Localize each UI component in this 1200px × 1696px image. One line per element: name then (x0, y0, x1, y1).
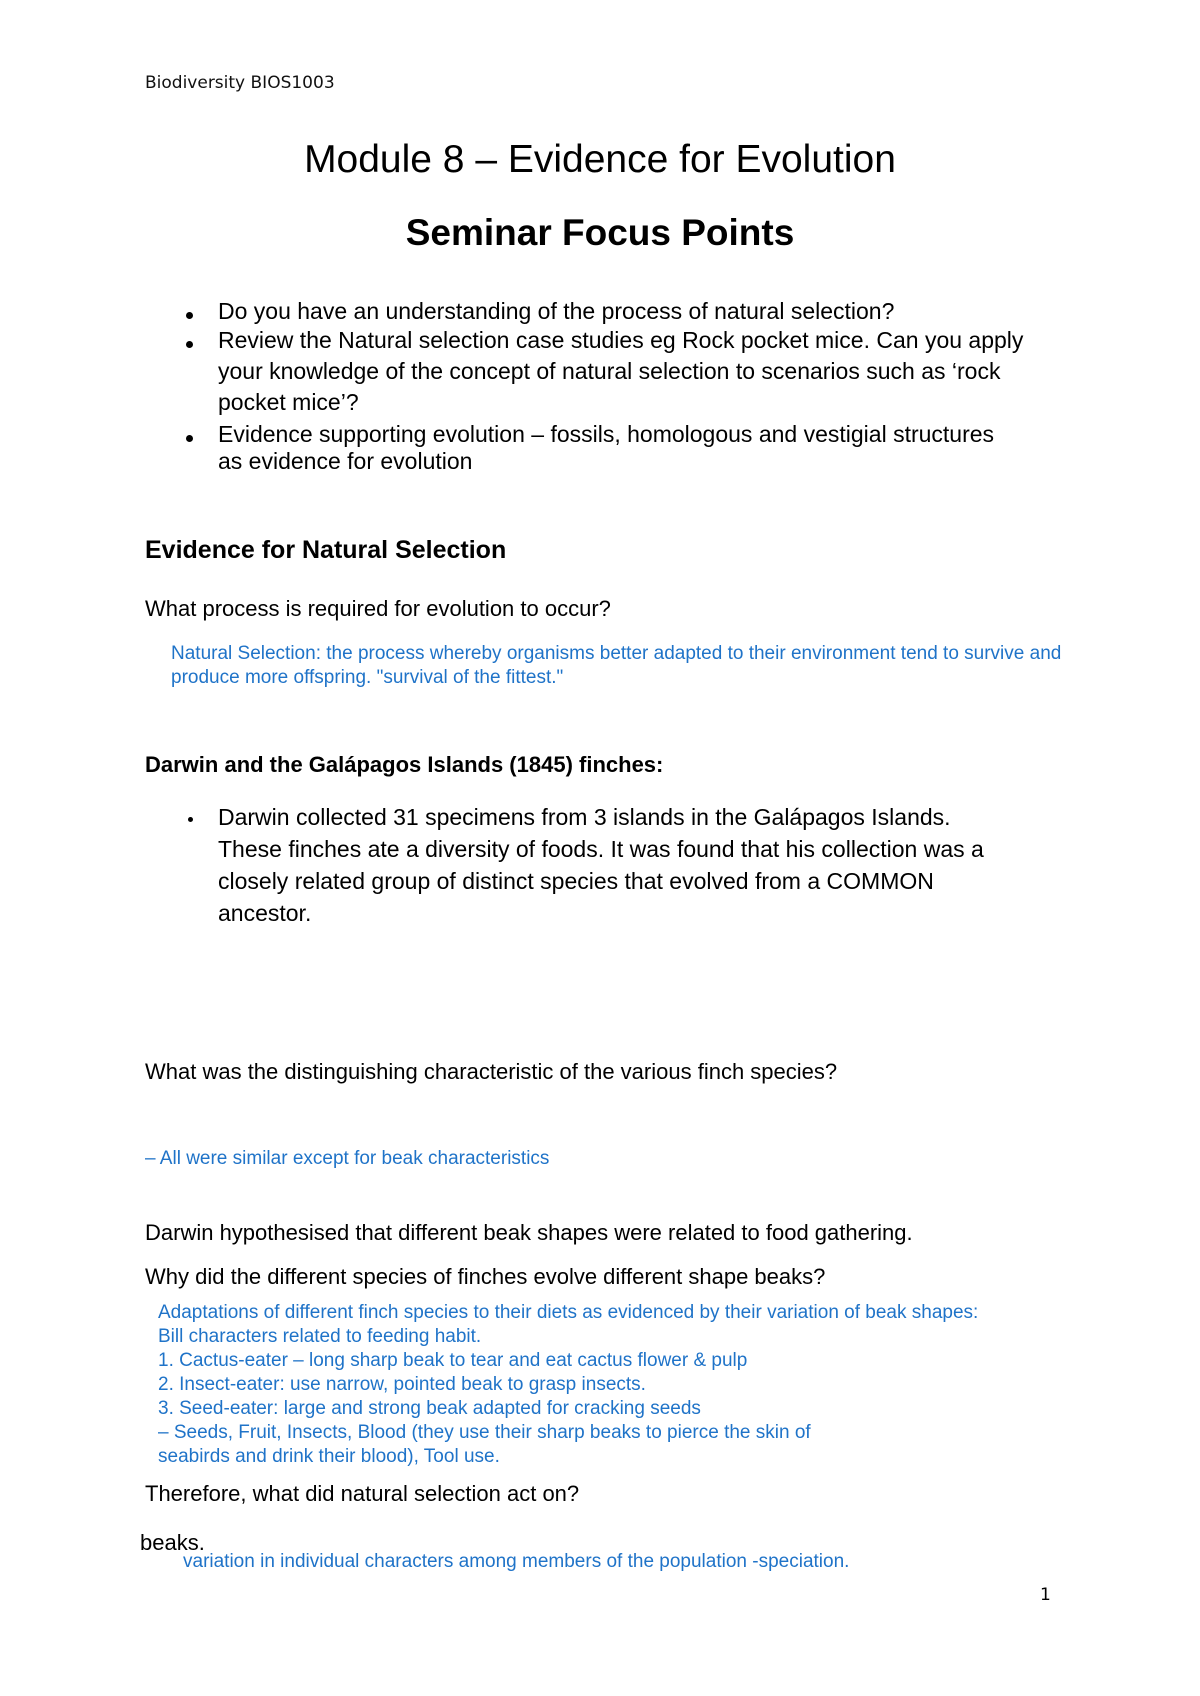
answer-4: variation in individual characters among members of the population -speciation. (183, 1551, 850, 1572)
focus-point-1-line-1: Do you have an understanding of the process of natural selection? (218, 298, 895, 324)
bullet-dot-icon (188, 817, 193, 822)
focus-point-3-line-1: Evidence supporting evolution – fossils, homologous and vestigial structures (218, 421, 995, 447)
seminar-focus-title: Seminar Focus Points (405, 212, 795, 253)
answer-1-line-2: produce more offspring. "survival of the fittest." (171, 667, 564, 688)
section-heading: Evidence for Natural Selection (145, 536, 507, 564)
page-number: 1 (1040, 1585, 1051, 1605)
answer-3-line-7: seabirds and drink their blood), Tool use. (158, 1446, 500, 1467)
darwin-heading: Darwin and the Galápagos Islands (1845) finches: (145, 752, 664, 777)
focus-point-3-line-2: as evidence for evolution (218, 448, 473, 474)
answer-3-line-5: 3. Seed-eater: large and strong beak adapted for cracking seeds (158, 1398, 701, 1419)
bullet-dot-icon (186, 341, 193, 348)
bullet-dot-icon (186, 312, 193, 319)
darwin-bullet-line-4: ancestor. (218, 900, 312, 926)
answer-3-line-4: 2. Insect-eater: use narrow, pointed beak to grasp insects. (158, 1374, 646, 1395)
answer-1-line-1: Natural Selection: the process whereby organisms better adapted to their environment tend to survive and (171, 643, 1062, 664)
module-title: Module 8 – Evidence for Evolution (304, 138, 896, 181)
answer-3-line-6: – Seeds, Fruit, Insects, Blood (they use their sharp beaks to pierce the skin of (158, 1422, 811, 1443)
answer-2: – All were similar except for beak characteristics (145, 1148, 550, 1169)
focus-point-2-line-3: pocket mice’? (218, 389, 359, 415)
question-2: What was the distinguishing characteristic of the various finch species? (145, 1059, 838, 1084)
bullet-dot-icon (186, 435, 193, 442)
question-1: What process is required for evolution to occur? (145, 596, 611, 621)
course-header: Biodiversity BIOS1003 (145, 73, 335, 93)
darwin-statement: Darwin hypothesised that different beak shapes were related to food gathering. (145, 1220, 913, 1245)
darwin-bullet-line-1: Darwin collected 31 specimens from 3 islands in the Galápagos Islands. (218, 804, 951, 830)
answer-4-handwritten: beaks. (140, 1530, 205, 1555)
darwin-bullet-line-2: These finches ate a diversity of foods. It was found that his collection was a (218, 836, 984, 862)
answer-3-line-1: Adaptations of different finch species to their diets as evidenced by their variation of beak shapes: (158, 1302, 979, 1323)
answer-3-line-2: Bill characters related to feeding habit. (158, 1326, 482, 1347)
darwin-bullet-line-3: closely related group of distinct species that evolved from a COMMON (218, 868, 934, 894)
question-3: Why did the different species of finches evolve different shape beaks? (145, 1264, 826, 1289)
answer-3-line-3: 1. Cactus-eater – long sharp beak to tear and eat cactus flower & pulp (158, 1350, 748, 1371)
focus-point-2-line-2: your knowledge of the concept of natural selection to scenarios such as ‘rock (218, 358, 1001, 384)
question-4: Therefore, what did natural selection act on? (145, 1481, 580, 1506)
focus-point-2-line-1: Review the Natural selection case studies eg Rock pocket mice. Can you apply (218, 327, 1024, 353)
